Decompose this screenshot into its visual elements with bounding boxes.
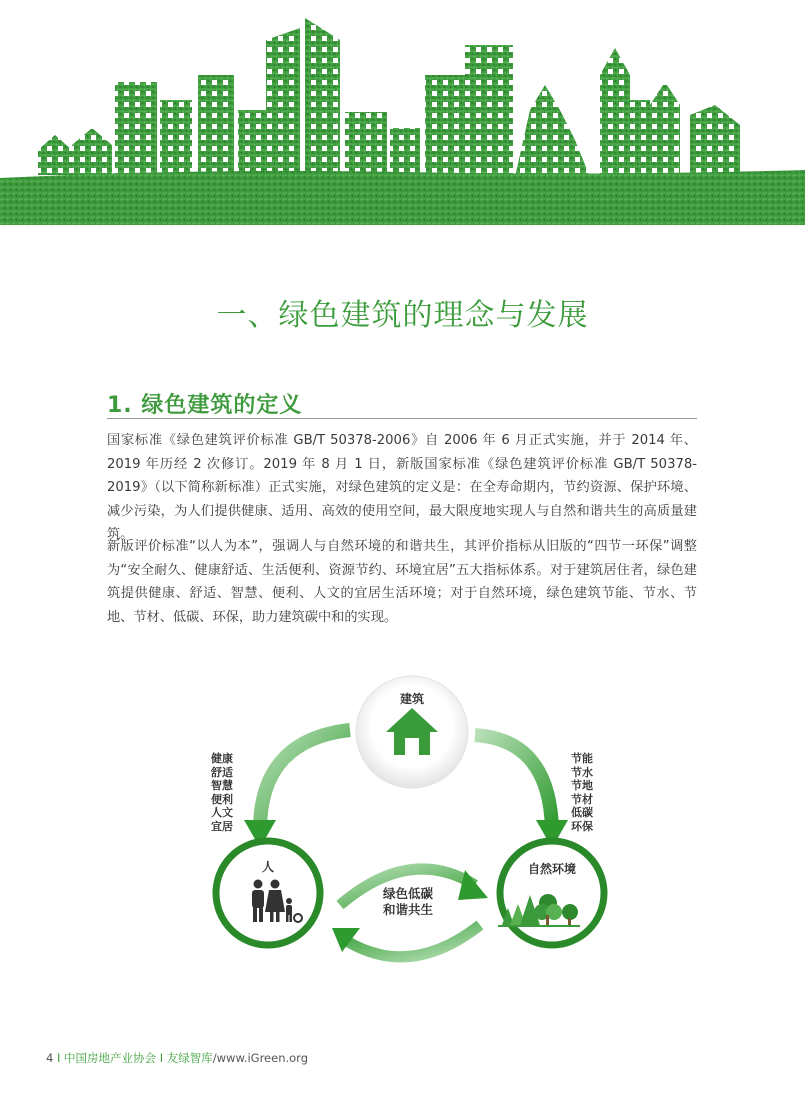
- footer-separator: I: [56, 1051, 61, 1065]
- arrow-building-to-people: [244, 730, 350, 848]
- people-benefit-item: 人文: [211, 806, 233, 819]
- nature-benefit-item: 环保: [571, 819, 593, 833]
- grass-ground: [0, 170, 805, 225]
- nature-benefit-item: 节水: [571, 765, 593, 779]
- heading-underline: [107, 418, 697, 419]
- arrow-center-bottom: [332, 925, 480, 957]
- nature-benefit-item: 低碳: [571, 806, 593, 819]
- nature-benefit-item: 节地: [571, 779, 593, 792]
- center-caption: [348, 886, 468, 918]
- people-benefit-item: 便利: [211, 792, 233, 806]
- footer-organization: 中国房地产业协会: [64, 1051, 157, 1065]
- people-benefits-list: [204, 752, 240, 833]
- arrow-building-to-nature: [475, 735, 568, 848]
- footer-brand: 友绿智库: [166, 1051, 213, 1065]
- people-benefit-item: 宜居: [211, 819, 233, 833]
- paragraph-evaluation: 新版评价标准“以人为本”，强调人与自然环境的和谐共生，其评价指标从旧版的“四节一环保”调整为“安全耐久、健康舒适、生活便利、资源节约、环境宜居”五大指标体系。对于建筑居住者，绿色建筑提供健康、舒适、智慧、便利、人文的宜居生活环境；对于自然环境，绿色建筑节能、节水、节地、节材、低碳、环保，助力建筑碳中和的实现。: [107, 539, 697, 625]
- center-caption-line1: 绿色低碳: [382, 886, 433, 901]
- page-footer: [46, 1050, 308, 1066]
- people-label: 人: [261, 860, 274, 874]
- people-benefit-item: 健康: [211, 752, 233, 765]
- page-number: 4: [46, 1051, 54, 1065]
- paragraph-definition: 国家标准《绿色建筑评价标准 GB/T 50378-2006》自 2006 年 6 月正式实施，并于 2014 年、2019 年历经 2 次修订。2019 年 8 月 1 日，新版国家标准《绿色建筑评价标准 GB/T 50378-2019》（以下简称新标准）正式实施，对绿色建筑的定义是：在全寿命期内，节约资源、保护环境、减少污染，为人们提供健康、适用、高效的使用空间，最大限度地实现人与自然和谐共生的高质量建筑。: [107, 433, 697, 543]
- nature-benefit-item: 节能: [571, 752, 593, 765]
- people-node: [216, 841, 320, 945]
- nature-benefit-item: 节材: [571, 792, 593, 806]
- nature-benefits-list: [564, 752, 600, 833]
- section-heading: 1. 绿色建筑的定义: [107, 393, 303, 418]
- chapter-title: 一、绿色建筑的理念与发展: [216, 298, 589, 333]
- city-skyline-banner: [0, 0, 805, 225]
- building-label: 建筑: [399, 692, 424, 706]
- skyline-buildings: [38, 18, 740, 177]
- people-benefit-item: 智慧: [211, 779, 233, 792]
- people-benefit-item: 舒适: [211, 765, 233, 779]
- center-caption-line2: 和谐共生: [382, 902, 433, 917]
- green-building-diagram: [190, 660, 630, 990]
- footer-url[interactable]: /www.iGreen.org: [212, 1051, 308, 1065]
- nature-node: [498, 841, 604, 945]
- footer-separator: I: [159, 1051, 164, 1065]
- nature-label: 自然环境: [527, 862, 576, 876]
